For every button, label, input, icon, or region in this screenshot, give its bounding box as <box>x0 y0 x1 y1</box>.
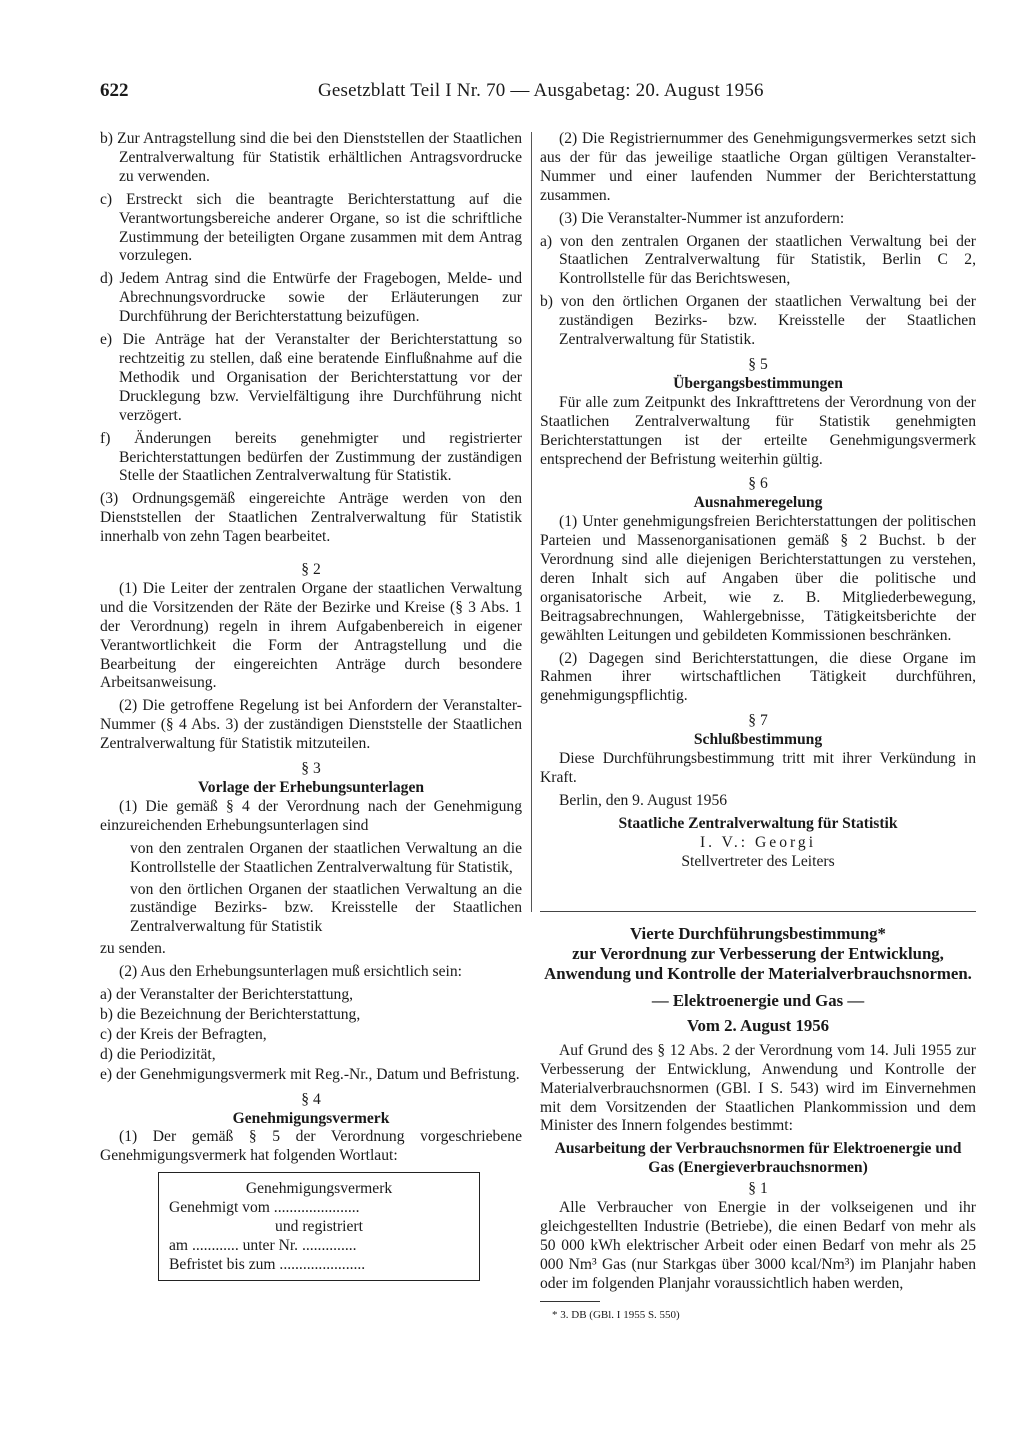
section-title: Ausarbeitung der Verbrauchsnormen für Elektroenergie und Gas (Energieverbrauchsnormen) <box>554 1140 962 1177</box>
paragraph: (1) Die gemäß § 4 der Verordnung nach der Genehmigung einzureichenden Erhebungsunterlagen sind <box>100 797 522 834</box>
item-text: Zur Antragstellung sind die bei den Dienststellen der Staatlichen Zentralverwaltung für Statistik erhältlichen Antragsvordrucke zu verwenden. <box>117 130 522 185</box>
section-heading: § 1 <box>748 1180 768 1198</box>
section-title: Ausnahmeregelung <box>693 494 823 512</box>
item-text: der Genehmigungsvermerk mit Reg.-Nr., Datum und Befristung. <box>116 1065 520 1083</box>
list-item <box>100 270 522 327</box>
header-title: Gesetzblatt Teil I Nr. 70 — Ausgabetag: 20. August 1956 <box>318 80 764 101</box>
item-text: Erstreckt sich die beantragte Berichterstattung auf die Verantwortungsbereiche anderer Organe, so ist die schriftliche Zustimmung der beteiligten Organe zusammen mit dem Antrag vorzulegen. <box>119 190 522 265</box>
signature-date: Berlin, den 9. August 1956 <box>559 791 728 809</box>
item-label: f) <box>100 429 111 447</box>
item-label: b) <box>100 130 113 147</box>
item-label: d) <box>100 1045 113 1063</box>
item-label: b) <box>100 1005 113 1023</box>
section-heading: § 4 <box>301 1090 321 1108</box>
left-column <box>100 130 522 1281</box>
list-item <box>100 1066 522 1085</box>
box-line: Befristet bis zum ...................... <box>169 1256 366 1274</box>
paragraph: von den zentralen Organen der staatlichen Verwaltung an die Kontrollstelle der Staatlichen Zentralverwaltung für Statistik, <box>130 839 522 876</box>
item-text: Jedem Antrag sind die Entwürfe der Fragebogen, Melde- und Abrechnungsvordrucke sowie der Erläuterungen zur Durchführung der Berichterstattung beizufügen. <box>119 270 523 326</box>
paragraph: (2) Die getroffene Regelung ist bei Anfordern der Veranstalter-Nummer (§ 4 Abs. 3) der zuständigen Dienststelle der Staatlichen Zentralverwaltung für Statistik mitzuteilen. <box>100 697 522 753</box>
list-item <box>540 233 976 290</box>
list-item <box>100 1046 522 1065</box>
list-item <box>100 1006 522 1025</box>
regulation-title: zur Verordnung zur Verbesserung der Entwicklung, Anwendung und Kontrolle der Materialverbrauchsnormen. <box>544 944 972 983</box>
item-label: e) <box>100 1065 113 1083</box>
regulation-title: Vierte Durchführungsbestimmung* <box>630 924 886 943</box>
paragraph: (2) Dagegen sind Berichterstattungen, die diese Organe im Rahmen ihrer wirtschaftlichen Tätigkeit durchführen, genehmigungspflichtig. <box>540 649 976 705</box>
paragraph: (2) Die Registriernummer des Genehmigungsvermerkes setzt sich aus der für das jeweilige staatliche Organ gültigen Veranstalter-Nummer und einer laufenden Nummer der Berichterstattung zusammen. <box>540 130 976 204</box>
paragraph: (3) Die Veranstalter-Nummer ist anzufordern: <box>559 209 845 227</box>
column-divider <box>531 132 532 912</box>
paragraph: (2) Aus den Erhebungsunterlagen muß ersichtlich sein: <box>119 963 462 981</box>
item-label: c) <box>100 190 113 208</box>
item-text: die Bezeichnung der Berichterstattung, <box>116 1005 361 1023</box>
list-item <box>100 191 522 267</box>
item-label: c) <box>100 1025 113 1043</box>
paragraph: zu senden. <box>100 940 166 958</box>
paragraph: (1) Die Leiter der zentralen Organe der staatlichen Verwaltung und die Vorsitzenden der Räte der Bezirke und Kreise (§ 3 Abs. 1 der Verordnung) regeln in ihrem Aufgabenbereich in eigener Verantwortlichkeit die Form der Antragstellung und die Bearbeitung der eingereichten Anträge durch besondere Arbeitsanweisung. <box>100 579 522 692</box>
item-text: Die Anträge hat der Veranstalter der Berichterstattung so rechtzeitig zu stellen, daß eine beratende Einflußnahme auf die Methodik und Organisation der Berichterstattung vor der Drucklegung bzw. Vervielfältigung ihre Durchführung nicht verzögert. <box>119 331 522 424</box>
paragraph: von den örtlichen Organen der staatlichen Verwaltung an die zuständige Bezirks- bzw. Kreisstelle der Staatlichen Zentralverwaltung für Statistik <box>130 880 522 936</box>
signature-role: Stellvertreter des Leiters <box>681 852 835 870</box>
regulation-date: Vom 2. August 1956 <box>686 1015 830 1035</box>
list-item <box>100 986 522 1005</box>
box-title: Genehmigungsvermerk <box>245 1180 393 1198</box>
section-heading: § 7 <box>748 712 768 730</box>
paragraph: Auf Grund des § 12 Abs. 2 der Verordnung vom 14. Juli 1955 zur Verbesserung der Entwicklung, Anwendung und Kontrolle der Materialverbrauchsnormen (GBl. I S. 543) wird im Einvernehmen mit dem Vorsitzenden der Staatlichen Plankommission und dem Minister des Innern folgendes bestimmt: <box>540 1041 976 1135</box>
section-heading: § 6 <box>748 475 768 493</box>
paragraph: Für alle zum Zeitpunkt des Inkrafttretens der Verordnung von der Staatlichen Zentralverwaltung für Statistik genehmigten Berichterstattungen ist der erteilte Genehmigungsvermerk entsprechend der Befristung weiterhin gültig. <box>540 393 976 468</box>
section-heading: § 2 <box>301 561 321 579</box>
item-text: der Veranstalter der Berichterstattung, <box>116 986 354 1004</box>
box-line: am ............ unter Nr. .............. <box>169 1237 357 1255</box>
signature-org: Staatliche Zentralverwaltung für Statistik <box>618 814 898 832</box>
paragraph: (1) Unter genehmigungsfreien Berichterstattungen der politischen Parteien und Massenorganisationen gemäß § 2 Buchst. b der Verordnung sind alle diejenigen Berichterstattungen zu verstehen, deren Inhalt sich auf Angaben über die politische und organisatorische Arbeit, wie z. B. Mitgliederbewegung, Beitragsabrechnungen, Wahlergebnisse, Tätigkeitsberichte der gewählten Leitungen und gebildeten Kommissionen beschränken. <box>540 513 976 644</box>
list-item <box>100 331 522 426</box>
page-header <box>100 80 980 110</box>
section-title: Übergangsbestimmungen <box>673 374 843 392</box>
paragraph: Alle Verbraucher von Energie in der volkseigenen und ihr gleichgestellten Industrie (Betriebe), die einen Bedarf von mehr als 50 000 kWh elektrischer Arbeit oder einen Bedarf von mehr als 25 000 Nm³ Gas (nur Starkgas über 3000 kcal/Nm³) im Planjahr haben oder im folgenden Planjahr voraussichtlich haben werden, <box>540 1199 976 1292</box>
paragraph: (3) Ordnungsgemäß eingereichte Anträge werden von den Dienststellen der Staatlichen Zentralverwaltung für Statistik innerhalb von zehn Tagen bearbeitet. <box>100 490 522 546</box>
footnote: * 3. DB (GBl. I 1955 S. 550) <box>540 1308 976 1322</box>
box-line: Genehmigt vom ...................... <box>169 1199 360 1217</box>
item-label: d) <box>100 270 113 288</box>
list-item <box>100 130 522 187</box>
regulation-block <box>540 924 976 1322</box>
paragraph: Diese Durchführungsbestimmung tritt mit ihrer Verkündung in Kraft. <box>540 750 976 786</box>
list-item <box>540 293 976 350</box>
section-heading: § 5 <box>748 355 768 373</box>
section-title: Vorlage der Erhebungsunterlagen <box>197 779 425 796</box>
section-title: Schlußbestimmung <box>693 731 823 749</box>
item-text: die Periodizität, <box>116 1045 216 1063</box>
section-title: Genehmigungsvermerk <box>232 1109 390 1127</box>
list-item <box>100 1026 522 1045</box>
item-text: Änderungen bereits genehmigter und registrierter Berichterstattungen bedürfen der Zustimmung der zuständigen Stelle der Staatlichen Zentralverwaltung für Statistik. <box>119 429 522 485</box>
item-text: von den örtlichen Organen der staatlichen Verwaltung bei der zuständigen Bezirks- bzw. Kreisstelle der Staatlichen Zentralverwaltung für Statistik. <box>559 293 976 349</box>
signature-name: I. V.: Georgi <box>699 833 817 851</box>
item-text: der Kreis der Befragten, <box>116 1025 267 1043</box>
item-label: b) <box>540 293 553 311</box>
right-column <box>540 130 976 872</box>
approval-stamp-box <box>158 1172 480 1281</box>
item-label: a) <box>100 986 113 1004</box>
list-item <box>100 430 522 487</box>
section-heading: § 3 <box>301 760 321 778</box>
section-divider <box>540 911 976 912</box>
item-label: a) <box>540 232 553 250</box>
item-text: von den zentralen Organen der staatlichen Verwaltung bei der Staatlichen Zentralverwaltung für Statistik, Berlin C 2, Kontrollstelle für das Berichtswesen, <box>559 232 976 288</box>
paragraph: (1) Der gemäß § 5 der Verordnung vorgeschriebene Genehmigungsvermerk hat folgenden Wortlaut: <box>100 1128 522 1165</box>
box-line: und registriert <box>275 1218 363 1236</box>
item-label: e) <box>100 331 113 349</box>
page-number: 622 <box>100 80 129 101</box>
regulation-subtitle: — Elektroenergie und Gas — <box>651 991 865 1010</box>
